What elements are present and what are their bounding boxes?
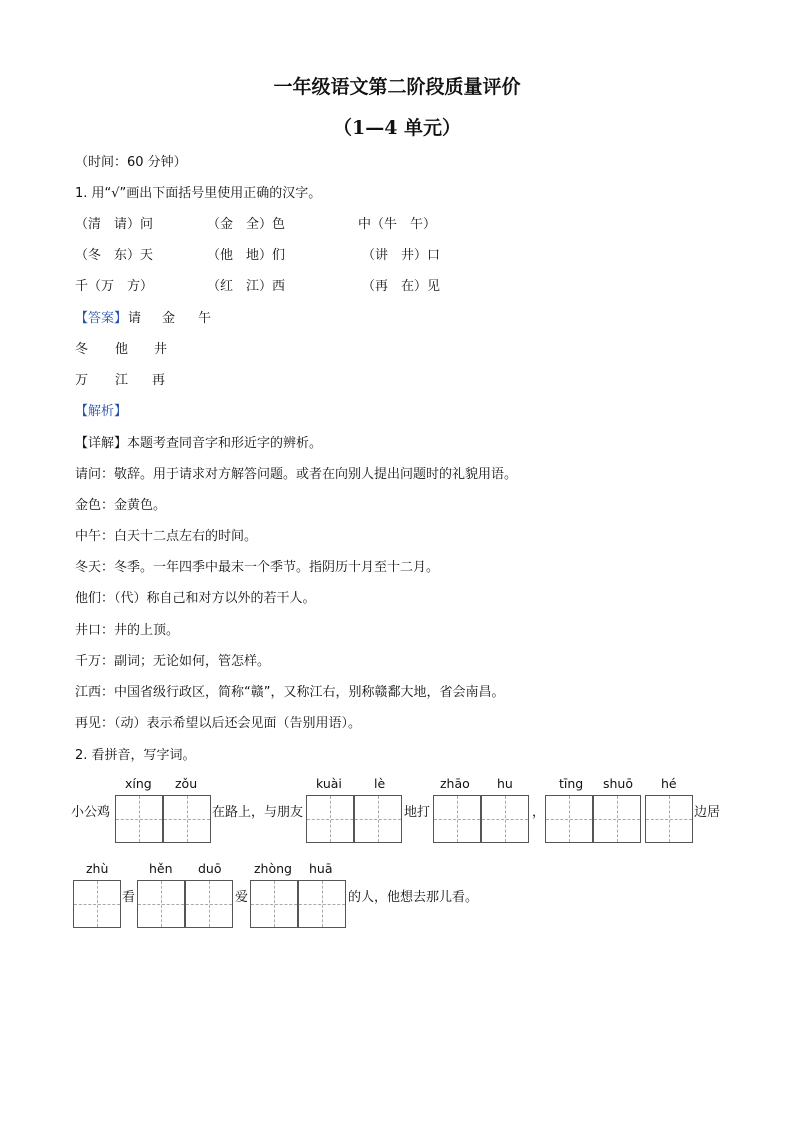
writing-box[interactable] (163, 795, 211, 843)
pinyin-label: hé (661, 776, 677, 791)
option-item: 千（万 方） (75, 279, 154, 294)
pinyin-label: hu (497, 776, 513, 791)
writing-box[interactable] (545, 795, 593, 843)
answer-char: 万 (75, 373, 89, 388)
option-item: （红 江）西 (207, 279, 286, 294)
explanation-line: 井口：井的上顶。 (75, 623, 180, 638)
time-note: （时间：60 分钟） (75, 155, 187, 170)
explanation-line: 他们：（代）称自己和对方以外的若干人。 (75, 591, 316, 606)
explanation-line: 中午：白天十二点左右的时间。 (75, 529, 258, 544)
option-item: （冬 东）天 (75, 248, 154, 263)
answer-char: 午 (198, 311, 212, 326)
writing-box[interactable] (306, 795, 354, 843)
question-2-stem: 2. 看拼音，写字词。 (75, 748, 196, 763)
pinyin-label: zhù (86, 861, 109, 876)
pinyin-label: tīng (559, 776, 584, 791)
sentence-text: 看 (122, 890, 136, 905)
answer-char: 再 (152, 373, 166, 388)
explanation-line: 金色：金黄色。 (75, 498, 167, 513)
pinyin-label: zhòng (254, 861, 292, 876)
pinyin-label: duō (198, 861, 222, 876)
pinyin-label: xíng (125, 776, 152, 791)
sentence-text: 小公鸡 (71, 805, 111, 820)
pinyin-label: hěn (149, 861, 173, 876)
sentence-text: 地打 (404, 805, 431, 820)
answer-tag: 【答案】 (75, 311, 128, 326)
option-item: （他 地）们 (207, 248, 286, 263)
answer-char: 他 (115, 342, 129, 357)
explanation-line: 千万：副词；无论如何，管怎样。 (75, 654, 271, 669)
sentence-text: 在路上，与朋友 (212, 805, 304, 820)
detail-line: 【详解】本题考查同音字和形近字的辨析。 (75, 436, 323, 451)
explanation-line: 江西：中国省级行政区，简称“赣”，又称江右，别称赣鄱大地，省会南昌。 (75, 685, 505, 700)
sentence-text: 的人，他想去那儿看。 (348, 890, 479, 905)
answer-char: 请 (128, 311, 142, 326)
writing-box[interactable] (250, 880, 298, 928)
page-title: 一年级语文第二阶段质量评价 (273, 76, 521, 98)
analysis-tag: 【解析】 (75, 404, 128, 419)
writing-box[interactable] (185, 880, 233, 928)
writing-box[interactable] (115, 795, 163, 843)
answer-char: 江 (115, 373, 129, 388)
sentence-text: 边居 (694, 805, 721, 820)
page-subtitle: （1—4 单元） (332, 117, 462, 139)
answer-char: 井 (154, 342, 168, 357)
option-item: （清 请）问 (75, 217, 154, 232)
explanation-line: 请问：敬辞。用于请求对方解答问题。或者在向别人提出问题时的礼貌用语。 (75, 467, 518, 482)
sentence-text: 爱 (235, 890, 249, 905)
writing-box[interactable] (645, 795, 693, 843)
answer-char: 金 (162, 311, 176, 326)
answer-char: 冬 (75, 342, 89, 357)
writing-box[interactable] (433, 795, 481, 843)
pinyin-label: kuài (316, 776, 342, 791)
option-item: （金 全）色 (207, 217, 286, 232)
sentence-text: ， (532, 805, 546, 820)
option-item: （讲 井）口 (362, 248, 441, 263)
writing-box[interactable] (354, 795, 402, 843)
pinyin-label: huā (309, 861, 333, 876)
pinyin-label: zhāo (440, 776, 470, 791)
option-item: （再 在）见 (362, 279, 441, 294)
writing-box[interactable] (73, 880, 121, 928)
explanation-line: 再见：（动）表示希望以后还会见面（告别用语）。 (75, 716, 362, 731)
writing-box[interactable] (593, 795, 641, 843)
writing-box[interactable] (481, 795, 529, 843)
writing-box[interactable] (137, 880, 185, 928)
option-item: 中（牛 午） (358, 217, 437, 232)
pinyin-label: shuō (603, 776, 634, 791)
writing-box[interactable] (298, 880, 346, 928)
pinyin-label: lè (374, 776, 386, 791)
explanation-line: 冬天：冬季。一年四季中最末一个季节。指阴历十月至十二月。 (75, 560, 440, 575)
question-1-stem: 1. 用“√”画出下面括号里使用正确的汉字。 (75, 186, 322, 201)
pinyin-label: zǒu (175, 776, 198, 791)
